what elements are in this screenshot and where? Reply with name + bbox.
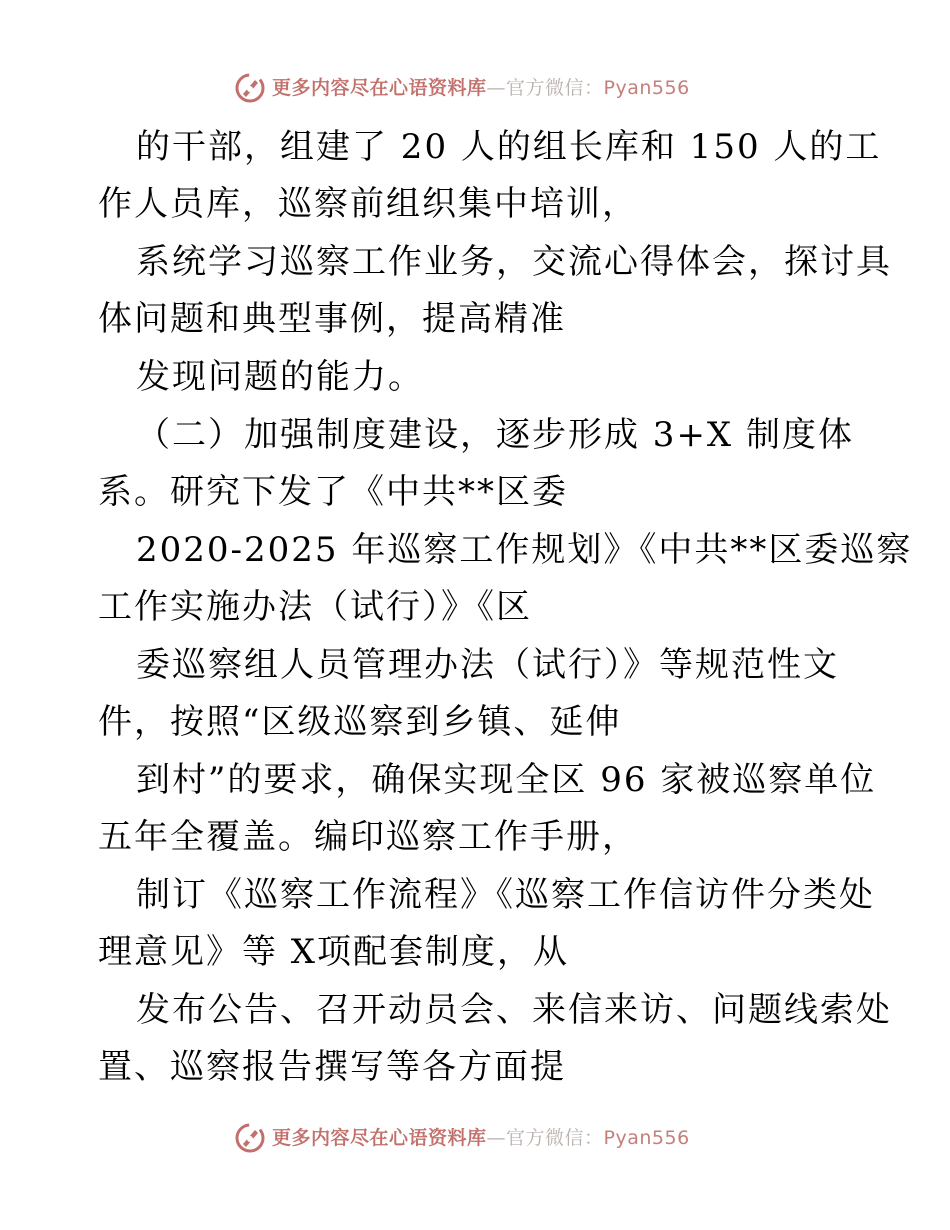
footer-separator: —	[486, 1127, 507, 1149]
paragraph-line: 系。研究下发了《中共**区委	[98, 472, 568, 512]
footer-watermark	[0, 1120, 950, 1160]
paragraph-line: 2020-2025 年巡察工作规划》《中共**区委巡察	[136, 530, 913, 570]
paragraph-line: 五年全覆盖。编印巡察工作手册，	[98, 817, 638, 857]
header-contact-label: 官方微信：	[506, 77, 604, 99]
paragraph-line: 作人员库，巡察前组织集中培训，	[98, 184, 638, 224]
footer-brand: 更多内容尽在心语资料库	[272, 1127, 487, 1149]
paragraph-line: 工作实施办法（试行）》《区	[98, 587, 532, 627]
footer-text	[272, 1126, 690, 1150]
paragraph-line: 发现问题的能力。	[136, 357, 424, 397]
header-text	[272, 76, 690, 100]
paragraph-line: 的干部，组建了 20 人的组长库和 150 人的工	[136, 127, 882, 167]
footer-contact-label: 官方微信：	[506, 1127, 604, 1149]
paragraph-line: 系统学习巡察工作业务，交流心得体会，探讨具	[136, 242, 892, 282]
footer-wechat-id: Pyan556	[603, 1127, 690, 1149]
paragraph-line: 委巡察组人员管理办法（试行）》等规范性文	[136, 645, 839, 685]
paragraph-line: 到村”的要求，确保实现全区 96 家被巡察单位	[136, 760, 877, 800]
brush-seal-icon	[234, 72, 266, 104]
paragraph-line: 发布公告、召开动员会、来信来访、问题线索处	[136, 990, 892, 1030]
header-separator: —	[486, 77, 507, 99]
paragraph-line: （二）加强制度建设，逐步形成 3+X 制度体	[136, 415, 854, 455]
paragraph-line: 置、巡察报告撰写等各方面提	[98, 1047, 566, 1087]
paragraph-line: 体问题和典型事例，提高精准	[98, 299, 566, 339]
header-watermark	[0, 70, 950, 110]
paragraph-line: 制订《巡察工作流程》《巡察工作信访件分类处	[136, 875, 875, 915]
header-brand: 更多内容尽在心语资料库	[272, 77, 487, 99]
brush-seal-icon	[234, 1122, 266, 1154]
header-wechat-id: Pyan556	[603, 77, 690, 99]
paragraph-line: 件，按照“区级巡察到乡镇、延伸	[98, 702, 622, 742]
paragraph-line: 理意见》等 X项配套制度，从	[98, 932, 570, 972]
